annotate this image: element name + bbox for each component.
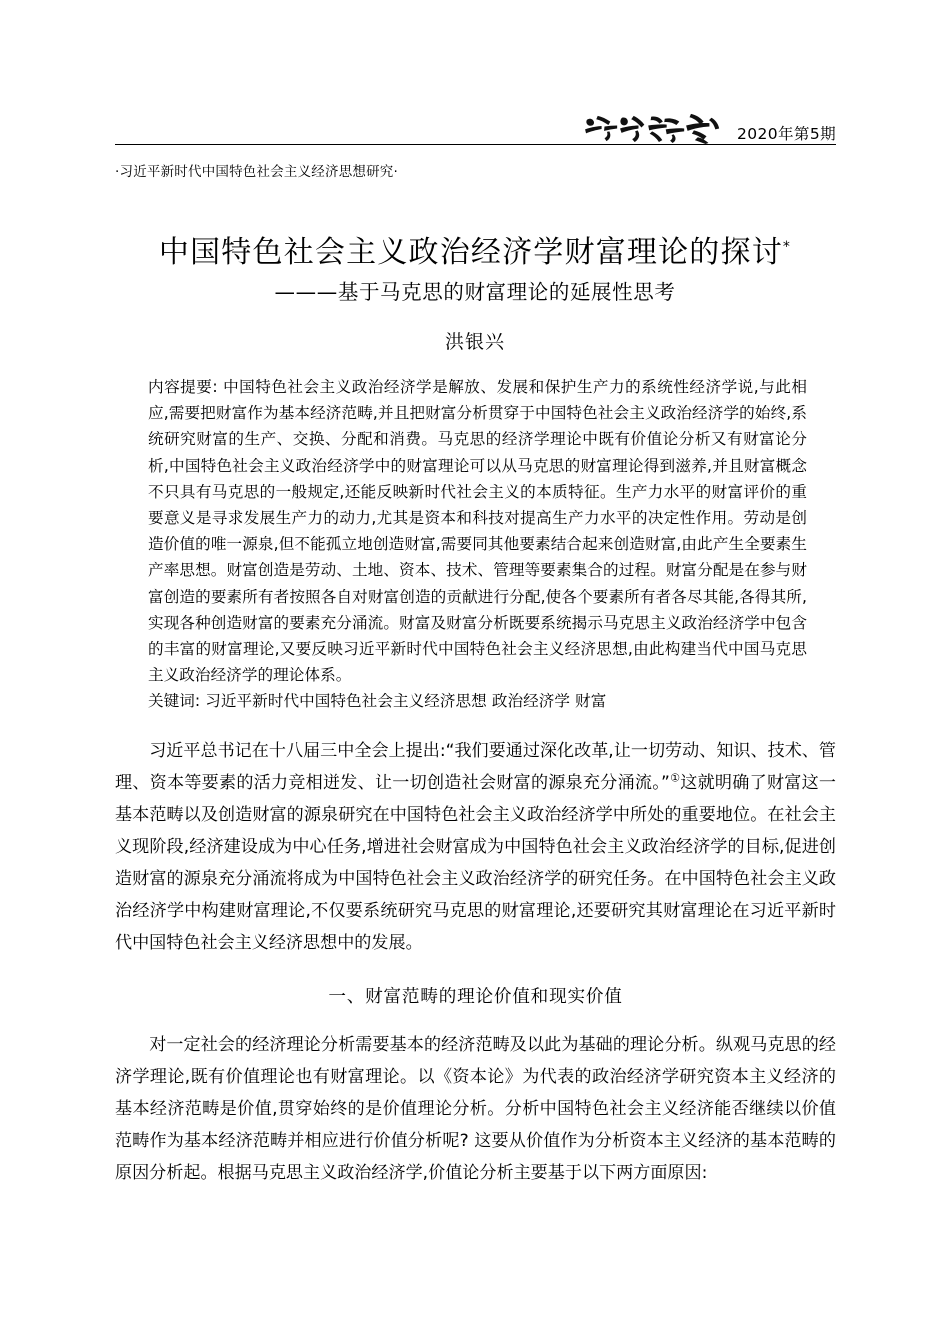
header-divider xyxy=(115,144,836,145)
abstract-text: 内容提要: 中国特色社会主义政治经济学是解放、发展和保护生产力的系统性经济学说,与此相应,需要把财富作为基本经济范畴,并且把财富分析贯穿于中国特色社会主义政治经济学的始终,系统研究财富的生产、交换、分配和消费。马克思的经济学理论中既有价值论分析又有财富论分析,中国特色社会主义政治经济学中的财富理论可以从马克思的财富理论得到滋养,并且财富概念不只具有马克思的一般规定,还能反映新时代社会主义的本质特征。生产力水平的财富评价的重要意义是寻求发展生产力的动力,尤其是资本和科技对提高生产力水平的决定性作用。劳动是创造价值的唯一源泉,但不能孤立地创造财富,需要同其他要素结合起来创造财富,由此产生全要素生产率思想。财富创造是劳动、土地、资本、技术、管理等要素集合的过程。财富分配是在参与财富创造的要素所有者按照各自对财富创造的贡献进行分配,使各个要素所有者各尽其能,各得其所,实现各种创造财富的要素充分涌流。财富及财富分析既要系统揭示马克思主义政治经济学中包含的丰富的财富理论,又要反映习近平新时代中国特色社会主义经济思想,由此构建当代中国马克思主义政治经济学的理论体系。 xyxy=(148,378,807,685)
journal-logo-icon xyxy=(581,110,731,144)
author-name: 洪银兴 xyxy=(444,331,505,353)
page-title-text: 中国特色社会主义政治经济学财富理论的探讨 xyxy=(158,235,783,271)
section-kicker: ·习近平新时代中国特色社会主义经济思想研究· xyxy=(115,164,398,180)
body-paragraph-2: 对一定社会的经济理论分析需要基本的经济范畴及以此为基础的理论分析。纵观马克思的经济学理论,既有价值理论也有财富理论。以《资本论》为代表的政治经济学研究资本主义经济的基本经济范畴是价值,贯穿始终的是价值理论分析。分析中国特色社会主义经济能否继续以价值范畴作为基本经济范畴并相应进行价值分析呢? 这要从价值作为分析资本主义经济的基本范畴的原因分析起。根据马克思主义政治经济学,价值论分析主要基于以下两方面原因: xyxy=(115,1035,836,1183)
keywords-line: 关键词: 习近平新时代中国特色社会主义经济思想 政治经济学 财富 xyxy=(148,692,607,711)
page-title xyxy=(0,227,950,271)
body-paragraph-1-part-b: 这就明确了财富这一基本范畴以及创造财富的源泉研究在中国特色社会主义政治经济学中所处的重要地位。在社会主义现阶段,经济建设成为中心任务,增进社会财富成为中国特色社会主义政治经济学的目标,促进创造财富的源泉充分涌流将成为中国特色社会主义政治经济学的研究任务。在中国特色社会主义政治经济学中构建财富理论,不仅要系统研究马克思的财富理论,还要研究其财富理论在习近平新时代中国特色社会主义经济思想中的发展。 xyxy=(115,773,836,953)
abstract-block xyxy=(148,374,807,715)
page-subtitle: ———基于马克思的财富理论的延展性思考 xyxy=(274,280,676,304)
title-footnote-marker: * xyxy=(782,239,792,256)
body-content xyxy=(115,735,836,1189)
section-heading-1: 一、财富范畴的理论价值和现实价值 xyxy=(328,987,623,1007)
body-paragraph-1-part-a: 习近平总书记在十八届三中全会上提出:“我们要通过深化改革,让一切劳动、知识、技术、管理、资本等要素的活力竞相迸发、让一切创造社会财富的源泉充分涌流。” xyxy=(115,741,836,793)
body-paragraph-1 xyxy=(115,735,836,959)
issue-label: 2020年第5期 xyxy=(736,124,836,143)
footnote-marker-1: ① xyxy=(669,771,681,785)
masthead xyxy=(115,96,836,144)
